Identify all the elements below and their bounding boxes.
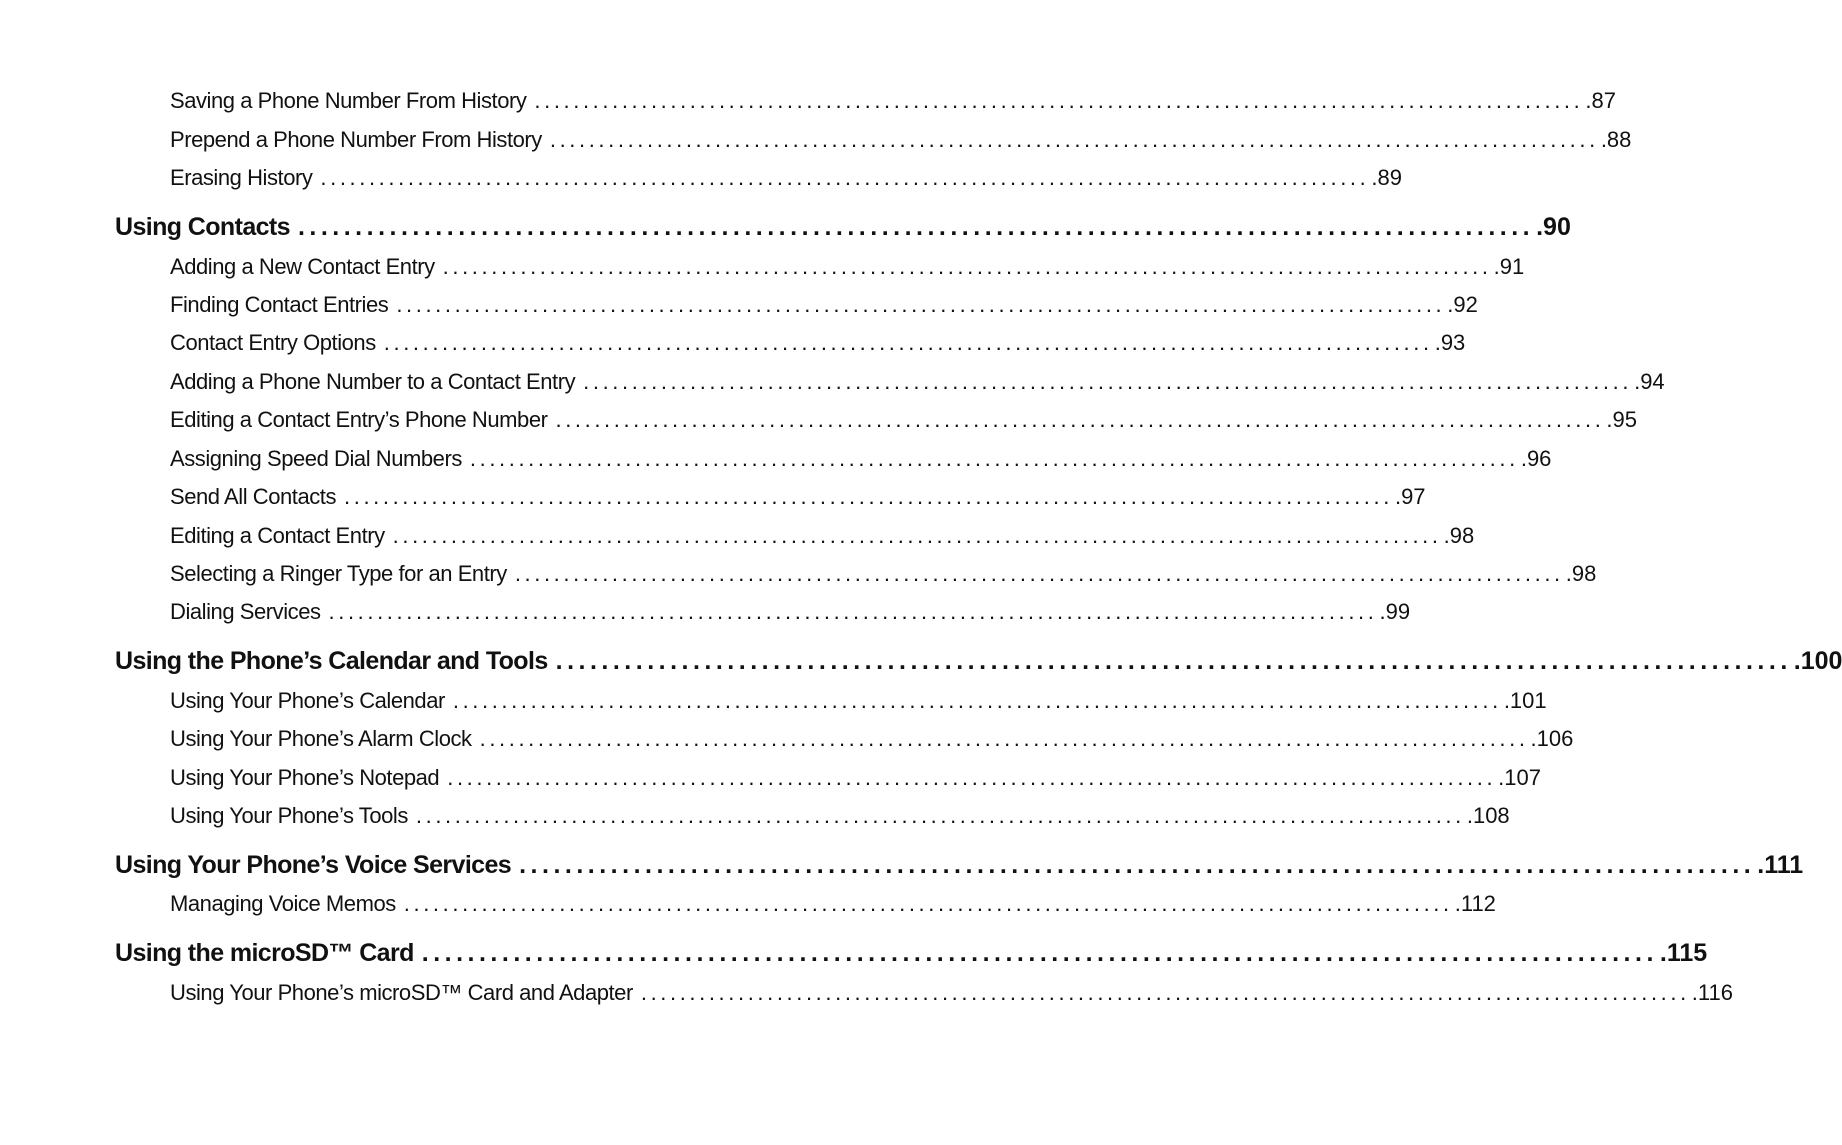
toc-entry-title: Editing a Contact Entry’s Phone Number [170,407,548,432]
toc-entry-page: .112 [1454,891,1496,916]
dot-leader: ............................................................................................................ [555,647,1792,675]
toc-entry[interactable] [170,523,1475,549]
dot-leader: ............................................................................................................ [583,369,1633,394]
dot-leader: ............................................................................................................ [421,939,1658,967]
toc-entry-page: .94 [1634,369,1665,394]
toc-entry-title: Using Your Phone’s Tools [170,803,408,828]
dot-leader: ............................................................................................................ [519,851,1756,879]
toc-entry-page: .87 [1585,88,1616,113]
toc-entry-page: .95 [1606,407,1638,432]
toc-entry-page: .98 [1443,523,1475,548]
dot-leader: ............................................................................................................ [514,561,1564,586]
toc-entry-title: Prepend a Phone Number From History [170,127,542,152]
dot-leader: ............................................................................................................ [555,407,1605,432]
dot-leader: ............................................................................................................ [452,688,1502,713]
toc-entry[interactable] [170,165,1402,191]
dot-leader: ............................................................................................................ [415,803,1465,828]
toc-entry-page: .92 [1447,292,1478,317]
dot-leader: ............................................................................................................ [442,254,1492,279]
toc-section-title: Using Your Phone’s Voice Services [115,851,512,879]
toc-entry-title: Erasing History [170,165,313,190]
toc-entry-title: Using Your Phone’s Alarm Clock [170,726,472,751]
toc-entry-page: .96 [1520,446,1552,471]
dot-leader: ............................................................................................................ [447,765,1497,790]
toc-entry[interactable] [170,688,1547,714]
toc-entry-title: Using Your Phone’s Calendar [170,688,445,713]
toc-entry-title: Finding Contact Entries [170,292,389,317]
dot-leader: ............................................................................................................ [640,980,1690,1005]
toc-section-page: .90 [1536,213,1571,241]
dot-leader: ............................................................................................................ [534,88,1584,113]
dot-leader: ............................................................................................................ [297,213,1535,241]
toc-entry[interactable] [170,446,1552,472]
toc-entry[interactable] [170,891,1496,917]
toc-entry-title: Contact Entry Options [170,330,376,355]
toc-entry[interactable] [170,484,1426,510]
toc-entry-title: Using Your Phone’s microSD™ Card and Adapter [170,980,633,1005]
toc-entry-page: .91 [1493,254,1525,279]
toc-entry-page: .97 [1394,484,1426,509]
toc-entry[interactable] [170,407,1638,433]
dot-leader: ............................................................................................................ [320,165,1370,190]
toc-entry-page: .89 [1371,165,1402,190]
toc-entry-page: .99 [1379,599,1411,624]
toc-entry-page: .116 [1691,980,1733,1005]
toc-entry-page: .106 [1530,726,1574,751]
dot-leader: ............................................................................................................ [328,599,1378,624]
toc-entry-page: .88 [1600,127,1632,152]
toc-section[interactable] [115,647,1842,676]
toc-section[interactable] [115,213,1571,242]
dot-leader: ............................................................................................................ [479,726,1529,751]
toc-entry-title: Selecting a Ringer Type for an Entry [170,561,507,586]
dot-leader: ............................................................................................................ [344,484,1393,509]
toc-entry[interactable] [170,88,1616,114]
dot-leader: ............................................................................................................ [383,330,1433,355]
dot-leader: ............................................................................................................ [396,292,1446,317]
toc-entry[interactable] [170,980,1733,1006]
toc-section-page: .115 [1659,939,1708,967]
toc-entry-title: Managing Voice Memos [170,891,396,916]
toc-entry-title: Dialing Services [170,599,321,624]
toc-section-page: .100 [1793,647,1842,675]
toc-section-page: .111 [1757,851,1804,879]
dot-leader: ............................................................................................................ [403,891,1453,916]
toc-section-title: Using Contacts [115,213,290,241]
dot-leader: ............................................................................................................ [392,523,1442,548]
toc-entry-title: Saving a Phone Number From History [170,88,527,113]
toc-entry[interactable] [170,561,1597,587]
toc-entry-page: .101 [1503,688,1547,713]
toc-entry-page: .98 [1565,561,1597,586]
toc-entry-page: .107 [1498,765,1541,790]
toc-entry-page: .93 [1434,330,1466,355]
toc-section-title: Using the Phone’s Calendar and Tools [115,647,548,675]
toc-entry-title: Using Your Phone’s Notepad [170,765,440,790]
toc-section[interactable] [115,939,1708,968]
toc-section-title: Using the microSD™ Card [115,939,414,967]
toc-section[interactable] [115,851,1804,880]
toc-entry[interactable] [170,369,1665,395]
toc-entry[interactable] [170,726,1574,752]
toc-entry[interactable] [170,292,1478,318]
toc-entry-title: Send All Contacts [170,484,337,509]
toc-entry-title: Adding a New Contact Entry [170,254,435,279]
toc-entry[interactable] [170,127,1632,153]
toc-entry[interactable] [170,599,1411,625]
toc-entry[interactable] [170,254,1525,280]
dot-leader: ............................................................................................................ [469,446,1519,471]
toc-entry-page: .108 [1466,803,1510,828]
toc-entry[interactable] [170,765,1541,791]
dot-leader: ............................................................................................................ [549,127,1599,152]
toc-entry-title: Adding a Phone Number to a Contact Entry [170,369,576,394]
toc-entry-title: Assigning Speed Dial Numbers [170,446,462,471]
toc-entry[interactable] [170,330,1466,356]
toc-entry[interactable] [170,803,1510,829]
toc-entry-title: Editing a Contact Entry [170,523,385,548]
